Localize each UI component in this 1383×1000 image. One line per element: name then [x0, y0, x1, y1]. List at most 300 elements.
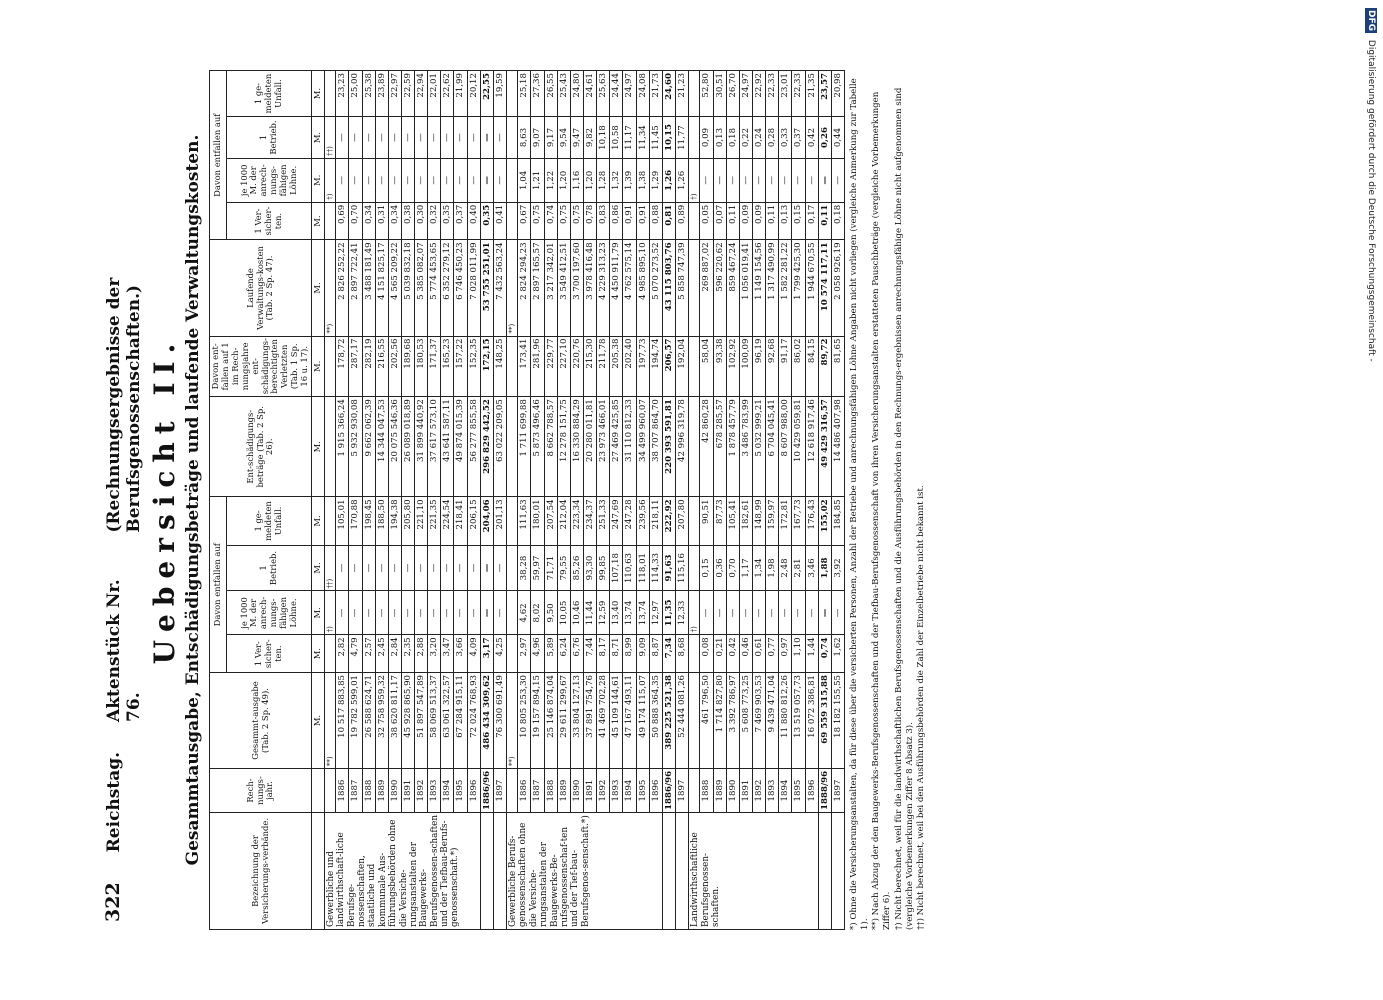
cell-per-betrieb: —: [348, 545, 361, 591]
cell-per-unfall: 247,69: [609, 497, 622, 545]
cell-per-unfall: 182,61: [739, 497, 752, 545]
footnote-mark: [506, 397, 517, 497]
table-row: [544, 71, 557, 930]
cell-per-person: 6,24: [557, 635, 570, 673]
cell-per-unfall: 198,45: [362, 497, 375, 545]
cell-admin-per-1000: —: [791, 158, 804, 202]
cell-admin-per-1000: —: [427, 158, 440, 202]
unit-pk: M.: [311, 591, 324, 635]
cell-comp-per-case: 197,73: [636, 336, 649, 397]
rotated-page: [102, 70, 1282, 930]
cell-per-betrieb: 59,97: [530, 545, 543, 591]
table-body: [324, 71, 844, 930]
cell-compensation: 37 617 573,10: [427, 397, 440, 497]
cell-per-person: 2,35: [401, 635, 414, 673]
cell-admin-per-person: 0,74: [544, 202, 557, 240]
cell-per-1000: —: [375, 591, 388, 635]
footnote-mark: [324, 336, 335, 397]
footnote-mark: [506, 117, 517, 159]
cell-admin-per-unfall: 24,97: [622, 71, 635, 117]
cell-total: 5 608 773,25: [739, 672, 752, 768]
cell-compensation: 63 022 209,05: [493, 397, 506, 497]
cell-per-unfall: 105,41: [726, 497, 739, 545]
cell-per-unfall: 234,37: [583, 497, 596, 545]
cell-admin-costs: 3 700 197,60: [570, 240, 583, 336]
cell-per-1000: —: [752, 591, 765, 635]
footnote-mark: [688, 497, 699, 545]
cell-per-person: 7,44: [583, 635, 596, 673]
cell-compensation: 14 486 407,98: [831, 397, 844, 497]
table-row: [765, 71, 778, 930]
cell-admin-costs: 1 149 154,56: [752, 240, 765, 336]
cell-admin-per-person: 0,69: [335, 202, 348, 240]
cell-admin-per-unfall: 24,08: [636, 71, 649, 117]
cell-year: 1895: [453, 769, 466, 813]
cell-admin-per-1000: 1,21: [530, 158, 543, 202]
cell-admin-per-1000: —: [440, 158, 453, 202]
cell-total: 461 796,50: [699, 672, 712, 768]
total-row: [818, 71, 831, 930]
cell-admin-per-betrieb: 9,82: [583, 117, 596, 159]
cell-per-betrieb: 1,34: [752, 545, 765, 591]
cell-admin-costs: 10 574 117,11: [818, 240, 831, 336]
cell-comp-per-case: 81,65: [831, 336, 844, 397]
cell-comp-per-case: 194,74: [649, 336, 662, 397]
cell-admin-per-unfall: 26,55: [544, 71, 557, 117]
cell-per-unfall: 105,01: [335, 497, 348, 545]
cell-admin-per-person: 0,41: [493, 202, 506, 240]
unit-apu: M.: [311, 71, 324, 117]
page-subtitle: Gesammtausgabe, Entschädigungsbeträge und laufende Verwaltungskosten.: [182, 134, 203, 866]
cell-year: 1891: [739, 769, 752, 813]
cell-admin-per-person: 0,18: [831, 202, 844, 240]
cell-year: 1895: [791, 769, 804, 813]
cell-year: 1893: [609, 769, 622, 813]
cell-admin-per-unfall: 30,51: [713, 71, 726, 117]
footnote-mark: [688, 397, 699, 497]
cell-per-unfall: 90,51: [699, 497, 712, 545]
table-row: [427, 71, 440, 930]
unit-adm: M.: [311, 240, 324, 336]
cell-admin-costs: 4 985 895,10: [636, 240, 649, 336]
cell-comp-per-case: 86,02: [791, 336, 804, 397]
cell-comp-per-case: 92,68: [765, 336, 778, 397]
cell-year: 1886/96: [662, 769, 675, 813]
cell-admin-per-betrieb: 0,37: [791, 117, 804, 159]
cell-admin-per-1000: 1,20: [583, 158, 596, 202]
cell-admin-per-person: 0,09: [752, 202, 765, 240]
cell-compensation: 42 860,28: [699, 397, 712, 497]
table-row: [791, 71, 804, 930]
cell-admin-per-unfall: 25,38: [362, 71, 375, 117]
cell-per-unfall: 218,11: [649, 497, 662, 545]
footnote-mark: ††): [324, 545, 335, 591]
cell-comp-per-case: 206,57: [662, 336, 675, 397]
cell-year: 1897: [831, 769, 844, 813]
cell-admin-per-person: 0,91: [636, 202, 649, 240]
total-row: [831, 71, 844, 930]
table-row: [467, 71, 480, 930]
cell-per-unfall: 207,54: [544, 497, 557, 545]
cell-per-person: 0,42: [726, 635, 739, 673]
cell-admin-per-betrieb: 9,07: [530, 117, 543, 159]
cell-admin-per-1000: —: [699, 158, 712, 202]
cell-year: 1887: [530, 769, 543, 813]
cell-admin-costs: 43 115 803,76: [662, 240, 675, 336]
cell-admin-per-betrieb: 11,45: [649, 117, 662, 159]
col-per-1000-2: je 1000 M. der anrech-nungs-fähigen Löhne.: [226, 158, 311, 202]
footnote-mark: [324, 71, 335, 117]
col-group1: Davon entfallen auf: [209, 497, 226, 673]
cell-admin-per-betrieb: 11,17: [622, 117, 635, 159]
cell-per-1000: 12,97: [649, 591, 662, 635]
cell-admin-costs: 3 978 416,48: [583, 240, 596, 336]
cell-per-person: 8,68: [675, 635, 688, 673]
marks-row: [506, 71, 517, 930]
col-admin: Laufende Verwaltungs-kosten (Tab. 2 Sp. 47).: [209, 240, 311, 336]
footnote-mark: †): [688, 591, 699, 635]
cell-admin-costs: 6 746 450,23: [453, 240, 466, 336]
cell-compensation: 1 878 457,79: [726, 397, 739, 497]
cell-admin-per-unfall: 22,59: [401, 71, 414, 117]
header-center: Aktenstück Nr. 76.: [103, 579, 144, 722]
total-row: [493, 71, 506, 930]
cell-admin-per-1000: 1,22: [544, 158, 557, 202]
cell-per-unfall: 184,85: [831, 497, 844, 545]
cell-admin-costs: 2 897 165,57: [530, 240, 543, 336]
table-row: [726, 71, 739, 930]
cell-admin-per-1000: —: [480, 158, 493, 202]
cell-admin-per-betrieb: —: [414, 117, 427, 159]
cell-admin-per-person: 0,30: [414, 202, 427, 240]
unit-total: M.: [311, 672, 324, 768]
cell-admin-per-1000: 1,32: [609, 158, 622, 202]
col-per-1000: je 1000 M. der anrech-nungs-fähigen Löhne.: [226, 591, 311, 635]
cell-admin-per-1000: —: [805, 158, 818, 202]
cell-admin-per-betrieb: 10,18: [596, 117, 609, 159]
cell-per-1000: —: [699, 591, 712, 635]
cell-total: 18 182 155,55: [831, 672, 844, 768]
col-per-unfall: 1 ge-meldeten Unfall.: [226, 497, 311, 545]
cell-admin-per-betrieb: 9,54: [557, 117, 570, 159]
cell-admin-per-betrieb: 11,77: [675, 117, 688, 159]
cell-total: 47 167 493,11: [622, 672, 635, 768]
cell-per-person: 8,99: [622, 635, 635, 673]
cell-per-unfall: 239,56: [636, 497, 649, 545]
cell-per-1000: 13,74: [622, 591, 635, 635]
footnote-mark: [688, 545, 699, 591]
cell-total: 11 880 812,26: [778, 672, 791, 768]
cell-per-unfall: 222,92: [662, 497, 675, 545]
table-row: [636, 71, 649, 930]
cell-per-betrieb: 2,81: [791, 545, 804, 591]
cell-admin-per-betrieb: 0,28: [765, 117, 778, 159]
cell-admin-per-unfall: 25,18: [517, 71, 530, 117]
cell-admin-per-person: 0,88: [649, 202, 662, 240]
cell-admin-per-betrieb: 0,09: [699, 117, 712, 159]
cell-admin-costs: 3 549 412,51: [557, 240, 570, 336]
unit-pb: M.: [311, 545, 324, 591]
header-right: (Rechnungsergebnisse der Berufsgenossenschaften.): [103, 277, 144, 533]
cell-admin-per-1000: —: [362, 158, 375, 202]
cell-admin-per-unfall: 23,89: [375, 71, 388, 117]
cell-comp-per-case: 215,30: [583, 336, 596, 397]
cell-per-1000: —: [818, 591, 831, 635]
cell-per-betrieb: 2,48: [778, 545, 791, 591]
cell-total: 25 146 874,04: [544, 672, 557, 768]
cell-admin-per-unfall: 24,60: [662, 71, 675, 117]
cell-per-unfall: 224,54: [440, 497, 453, 545]
unit-pp: M.: [311, 635, 324, 673]
cell-admin-per-1000: —: [348, 158, 361, 202]
cell-compensation: 12 618 917,46: [805, 397, 818, 497]
cell-year: 1897: [675, 769, 688, 813]
footnote-mark: [688, 202, 699, 240]
col-per-betrieb: 1 Betrieb.: [226, 545, 311, 591]
cell-compensation: 43 641 587,11: [440, 397, 453, 497]
cell-comp-per-case: 84,15: [805, 336, 818, 397]
cell-per-person: 1,10: [791, 635, 804, 673]
cell-per-betrieb: 3,92: [831, 545, 844, 591]
cell-year: 1888: [699, 769, 712, 813]
table-row: [649, 71, 662, 930]
footnote: *) Ohne die Versicherungsanstalten, da für diese über die versicherten Personen, Anzahl der Betriebe und anrechnungsfähigen Löhne Angaben nicht vorliegen (vergleiche Anmerkung zur Tabelle 1).: [848, 78, 870, 930]
cell-per-unfall: 206,15: [467, 497, 480, 545]
cell-per-person: 2,45: [375, 635, 388, 673]
cell-year: 1891: [583, 769, 596, 813]
data-table: [209, 70, 845, 930]
cell-comp-per-case: 180,53: [414, 336, 427, 397]
cell-per-unfall: 212,04: [557, 497, 570, 545]
cell-per-betrieb: 1,17: [739, 545, 752, 591]
cell-per-betrieb: —: [453, 545, 466, 591]
cell-admin-per-person: 0,11: [726, 202, 739, 240]
cell-per-person: 0,61: [752, 635, 765, 673]
cell-year: 1892: [414, 769, 427, 813]
cell-comp-per-case: 189,68: [401, 336, 414, 397]
cell-year: 1896: [805, 769, 818, 813]
cell-year: 1891: [401, 769, 414, 813]
footnote-mark: [506, 635, 517, 673]
cell-admin-costs: 6 352 279,12: [440, 240, 453, 336]
cell-per-unfall: 251,33: [596, 497, 609, 545]
cell-admin-per-unfall: 25,43: [557, 71, 570, 117]
cell-admin-per-unfall: 25,63: [596, 71, 609, 117]
cell-admin-per-unfall: 22,33: [791, 71, 804, 117]
col-per-person-2: 1 Ver-sicher-ten.: [226, 202, 311, 240]
cell-per-betrieb: 79,55: [557, 545, 570, 591]
cell-per-person: 2,88: [414, 635, 427, 673]
cell-admin-costs: 3 488 181,49: [362, 240, 375, 336]
cell-compensation: 220 393 591,81: [662, 397, 675, 497]
table-row: [388, 71, 401, 930]
cell-per-person: 0,77: [765, 635, 778, 673]
footnote-mark: [506, 591, 517, 635]
cell-compensation: 5 032 999,21: [752, 397, 765, 497]
table-row: [362, 71, 375, 930]
cell-admin-per-person: 0,34: [388, 202, 401, 240]
cell-comp-per-case: 220,76: [570, 336, 583, 397]
cell-per-unfall: 201,13: [493, 497, 506, 545]
cell-admin-per-unfall: 23,23: [335, 71, 348, 117]
cell-total: 41 469 702,28: [596, 672, 609, 768]
cell-admin-per-1000: —: [818, 158, 831, 202]
cell-per-betrieb: 107,18: [609, 545, 622, 591]
footnote-mark: [324, 397, 335, 497]
footnote-mark: [688, 117, 699, 159]
cell-admin-costs: 5 385 082,07: [414, 240, 427, 336]
cell-year: 1889: [375, 769, 388, 813]
cell-admin-costs: 4 762 575,14: [622, 240, 635, 336]
cell-admin-per-1000: —: [831, 158, 844, 202]
cell-year: 1895: [636, 769, 649, 813]
footnote-mark: **): [324, 240, 335, 336]
unit-apk: M.: [311, 158, 324, 202]
unit-row: [311, 71, 324, 930]
cell-compensation: 5 873 496,46: [530, 397, 543, 497]
cell-year: 1896: [467, 769, 480, 813]
cell-admin-per-person: 0,83: [596, 202, 609, 240]
table-row: [778, 71, 791, 930]
cell-total: 45 928 865,90: [401, 672, 414, 768]
marks-row: [688, 71, 699, 930]
cell-admin-per-person: 0,31: [375, 202, 388, 240]
cell-per-person: 0,97: [778, 635, 791, 673]
cell-admin-per-person: 0,11: [765, 202, 778, 240]
cell-admin-costs: 596 220,62: [713, 240, 726, 336]
footnote: ††) Nicht berechnet, weil bei den Ausführungsbehörden die Zahl der Einzelbetriebe nicht bekannt ist.: [915, 485, 926, 930]
cell-admin-per-1000: 1,26: [662, 158, 675, 202]
cell-admin-per-1000: —: [713, 158, 726, 202]
cell-total: 69 559 315,88: [818, 672, 831, 768]
cell-admin-per-1000: —: [493, 158, 506, 202]
group-label: Landwirthschaftliche Berufsgenossen-schaften.: [688, 812, 818, 929]
cell-admin-per-person: 0,13: [778, 202, 791, 240]
cell-per-person: 0,46: [739, 635, 752, 673]
table-row: [414, 71, 427, 930]
cell-year: 1888: [544, 769, 557, 813]
cell-per-betrieb: —: [401, 545, 414, 591]
cell-comp-per-case: 172,15: [480, 336, 493, 397]
group-label-spacer: [675, 812, 688, 929]
cell-total: 389 225 521,38: [662, 672, 675, 768]
cell-per-person: 5,89: [544, 635, 557, 673]
cell-comp-per-case: 148,25: [493, 336, 506, 397]
footnote-mark: [506, 497, 517, 545]
unit-cpc: M.: [311, 336, 324, 397]
footnote: †) Nicht berechnet, weil für die landwirthschaftlichen Berufsgenossenschaften und die Ausführungsbehörden in den Rechnungs-ergebnissen anrechnungsfähige Löhne nicht aufgenommen sind (vergleiche Vorbemerkungen Ziffer 8 Absatz 3).: [893, 87, 915, 930]
cell-total: 1 714 827,80: [713, 672, 726, 768]
cell-admin-costs: 1 317 490,99: [765, 240, 778, 336]
cell-admin-per-1000: —: [467, 158, 480, 202]
cell-compensation: 296 829 442,52: [480, 397, 493, 497]
cell-per-unfall: 207,80: [675, 497, 688, 545]
cell-comp-per-case: 173,41: [517, 336, 530, 397]
cell-total: 38 620 811,17: [388, 672, 401, 768]
cell-admin-per-person: 0,34: [362, 202, 375, 240]
cell-total: 50 888 364,35: [649, 672, 662, 768]
table-row: [596, 71, 609, 930]
cell-per-betrieb: —: [335, 545, 348, 591]
table-row: [699, 71, 712, 930]
col-group2: Davon entfallen auf: [209, 71, 226, 240]
cell-admin-per-betrieb: —: [480, 117, 493, 159]
cell-admin-costs: 2 826 252,22: [335, 240, 348, 336]
cell-per-betrieb: 1,98: [765, 545, 778, 591]
cell-compensation: 20 280 011,81: [583, 397, 596, 497]
col-name: Bezeichnung der Versicherungs-verbände.: [209, 812, 311, 929]
cell-total: 10 805 253,30: [517, 672, 530, 768]
cell-per-betrieb: 1,88: [818, 545, 831, 591]
cell-admin-per-1000: 1,20: [557, 158, 570, 202]
cell-admin-per-1000: —: [335, 158, 348, 202]
cell-comp-per-case: 96,19: [752, 336, 765, 397]
cell-admin-per-unfall: 22,55: [480, 71, 493, 117]
cell-per-unfall: 170,88: [348, 497, 361, 545]
cell-admin-costs: 4 229 313,23: [596, 240, 609, 336]
cell-comp-per-case: 205,38: [609, 336, 622, 397]
cell-admin-per-1000: —: [401, 158, 414, 202]
cell-total: 7 469 903,53: [752, 672, 765, 768]
cell-admin-per-person: 0,86: [609, 202, 622, 240]
cell-per-person: 7,34: [662, 635, 675, 673]
cell-compensation: 26 089 018,89: [401, 397, 414, 497]
page-title: Uebersicht II.: [147, 335, 181, 665]
cell-per-betrieb: —: [427, 545, 440, 591]
header-left: Reichstag.: [103, 751, 124, 853]
cell-admin-costs: 2 058 926,19: [831, 240, 844, 336]
cell-per-betrieb: 91,63: [662, 545, 675, 591]
footnote-mark: [506, 336, 517, 397]
unit-app: M.: [311, 202, 324, 240]
cell-per-betrieb: 118,01: [636, 545, 649, 591]
cell-per-person: 4,09: [467, 635, 480, 673]
cell-admin-per-betrieb: 9,17: [544, 117, 557, 159]
cell-per-unfall: 247,28: [622, 497, 635, 545]
cell-compensation: 31 110 812,33: [622, 397, 635, 497]
cell-admin-per-person: 0,09: [739, 202, 752, 240]
cell-compensation: 27 469 425,85: [609, 397, 622, 497]
cell-per-betrieb: 110,63: [622, 545, 635, 591]
cell-compensation: 9 662 062,39: [362, 397, 375, 497]
cell-per-unfall: 188,50: [375, 497, 388, 545]
group-label: Gewerbliche und landwirthschaft-liche Berufsge-nossenschaften, staatliche und kommunale Aus-führungsbehörden ohne die Versiche-rungsanstalten der Baugewerks-Berufsgenossen-schaften und der Tiefbau-Berufs-genossenschaft.*): [324, 812, 480, 929]
cell-admin-per-betrieb: 0,33: [778, 117, 791, 159]
cell-comp-per-case: 152,35: [467, 336, 480, 397]
cell-admin-costs: 3 217 342,01: [544, 240, 557, 336]
cell-year: 1888/96: [818, 769, 831, 813]
cell-per-person: 0,21: [713, 635, 726, 673]
cell-per-person: 3,17: [480, 635, 493, 673]
cell-admin-per-betrieb: 8,63: [517, 117, 530, 159]
footnote-mark: [324, 497, 335, 545]
cell-year: 1890: [388, 769, 401, 813]
cell-comp-per-case: 171,37: [427, 336, 440, 397]
group-label-spacer: [480, 812, 493, 929]
cell-admin-costs: 2 824 294,23: [517, 240, 530, 336]
cell-comp-per-case: 216,55: [375, 336, 388, 397]
running-header: [102, 70, 144, 930]
cell-admin-costs: 5 858 747,39: [675, 240, 688, 336]
cell-total: 51 897 547,89: [414, 672, 427, 768]
cell-comp-per-case: 165,23: [440, 336, 453, 397]
cell-per-1000: —: [388, 591, 401, 635]
cell-admin-per-1000: —: [778, 158, 791, 202]
cell-admin-per-1000: 1,38: [636, 158, 649, 202]
cell-per-1000: —: [739, 591, 752, 635]
page-number: 322: [101, 882, 124, 922]
cell-total: 13 519 057,73: [791, 672, 804, 768]
